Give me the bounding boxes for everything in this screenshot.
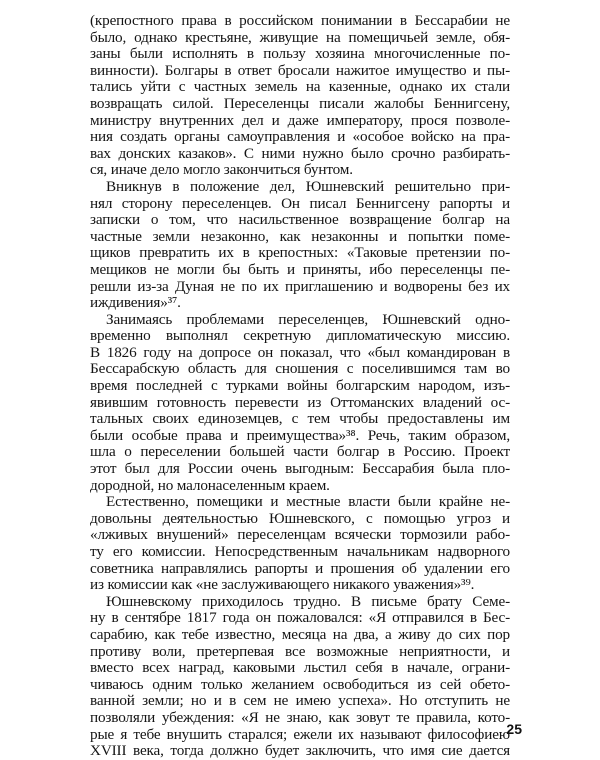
text-line: ся, иначе дело могло закончиться бунтом.: [90, 161, 353, 179]
text-line: советника направлялись рапорты и прошения об удалении его: [90, 559, 510, 577]
text-line: шла о переселении большей части болгар в Россию. Проект: [90, 443, 510, 461]
text-line: Юшневскому приходилось трудно. В письме брату Семе-: [106, 592, 510, 610]
text-line: Занимаясь проблемами переселенцев, Юшневский одно-: [106, 310, 510, 328]
text-line: ту его комиссии. Непосредственным начальникам надворного: [90, 543, 510, 560]
text-line: было, однако крестьяне, живущие на помещичьей земле, обя-: [90, 28, 510, 46]
text-line: ния создать органы самоуправления и «особое войско на пра-: [90, 128, 510, 146]
text-line: Естественно, помещики и местные власти были крайне не-: [106, 493, 510, 511]
text-line: позволяли убеждения: «Я не знаю, как зовут те правила, кото-: [90, 708, 510, 726]
text-line: из комиссии как «не заслуживающего никакого уважения»³⁹.: [90, 576, 475, 594]
text-line: заны были исполнять в пользу хозяина многочисленные по-: [90, 45, 510, 63]
text-line: ванной земли; но и в сем не имею успеха». Но отступить не: [90, 692, 510, 710]
page-number: 25: [506, 721, 522, 737]
text-line: рые я тебе внушить старался; ежели их называют философиею: [90, 725, 510, 743]
text-line: частные земли незаконно, как незаконны и попытки поме-: [90, 227, 510, 245]
text-line: тались уйти с частных земель на казенные, однако их стали: [90, 78, 510, 96]
page-body: [90, 13, 510, 760]
text-line: вместо всех наград, каковыми льстил себя в начале, ограни-: [90, 659, 510, 677]
text-line: сарабию, как тебе известно, месяца на два, а живу до сих пор: [90, 625, 510, 643]
text-line: мещиков не могли бы быть и приняты, ибо переселенцы пе-: [90, 260, 510, 278]
text-line: Бессарабскую область для сношения с поселившимся там во: [90, 360, 510, 378]
text-line: XVIII века, тогда должно будет заключить, что имя сие дается: [90, 742, 510, 760]
text-line: щиков превратить их в крепостных: «Таковые претензии по-: [90, 244, 510, 262]
text-line: ну в сентябре 1817 года он пожаловался: «Я отправился в Бес-: [90, 609, 510, 627]
text-line: дородной, но малонаселенным краем.: [90, 476, 330, 494]
text-line: винности). Болгары в ответ бросали нажитое имущество и пы-: [90, 61, 510, 79]
text-line: довольны деятельностью Юшневского, с помощью угроз и: [90, 509, 510, 527]
text-line: явившим готовность перевести из Оттоманских владений ос-: [90, 393, 510, 411]
text-line: решли из-за Дуная не по их приглашению и водворены без их: [90, 277, 510, 295]
text-line: тальных своих единоземцев, с тем чтобы предоставлены им: [90, 410, 510, 428]
text-line: иждивения»³⁷.: [90, 294, 181, 312]
text-line: были особые права и преимущества»³⁸. Речь, таким образом,: [90, 426, 510, 444]
text-line: противу воли, претерпевая все возможные неприятности, и: [90, 642, 510, 660]
text-line: этот был для России очень выгодным: Бессарабия была пло-: [90, 460, 510, 478]
text-line: вах донских казаков». С ними нужно было срочно разбирать-: [90, 144, 510, 162]
text-line: Вникнув в положение дел, Юшневский решительно при-: [106, 177, 510, 195]
text-line: записки о том, что насильственное возвращение болгар на: [90, 211, 510, 229]
text-line: (крепостного права в российском понимании в Бессарабии не: [90, 12, 510, 29]
text-line: время последней с турками войны болгарским народом, изъ-: [90, 377, 510, 395]
text-line: временно выполнял секретную дипломатическую миссию.: [90, 327, 510, 345]
text-line: возвращать силой. Переселенцы писали жалобы Беннигсену,: [90, 94, 510, 112]
text-line: чиваюсь одним только желанием освободиться из сей обето-: [90, 675, 510, 693]
text-line: В 1826 году на допросе он показал, что «был командирован в: [90, 343, 510, 361]
text-line: «лживых внушений» переселенцам всячески тормозили рабо-: [90, 526, 510, 544]
text-line: нял сторону переселенцев. Он писал Беннигсену рапорты и: [90, 194, 510, 212]
text-line: министру внутренних дел и даже императору, прося позволе-: [90, 111, 510, 129]
